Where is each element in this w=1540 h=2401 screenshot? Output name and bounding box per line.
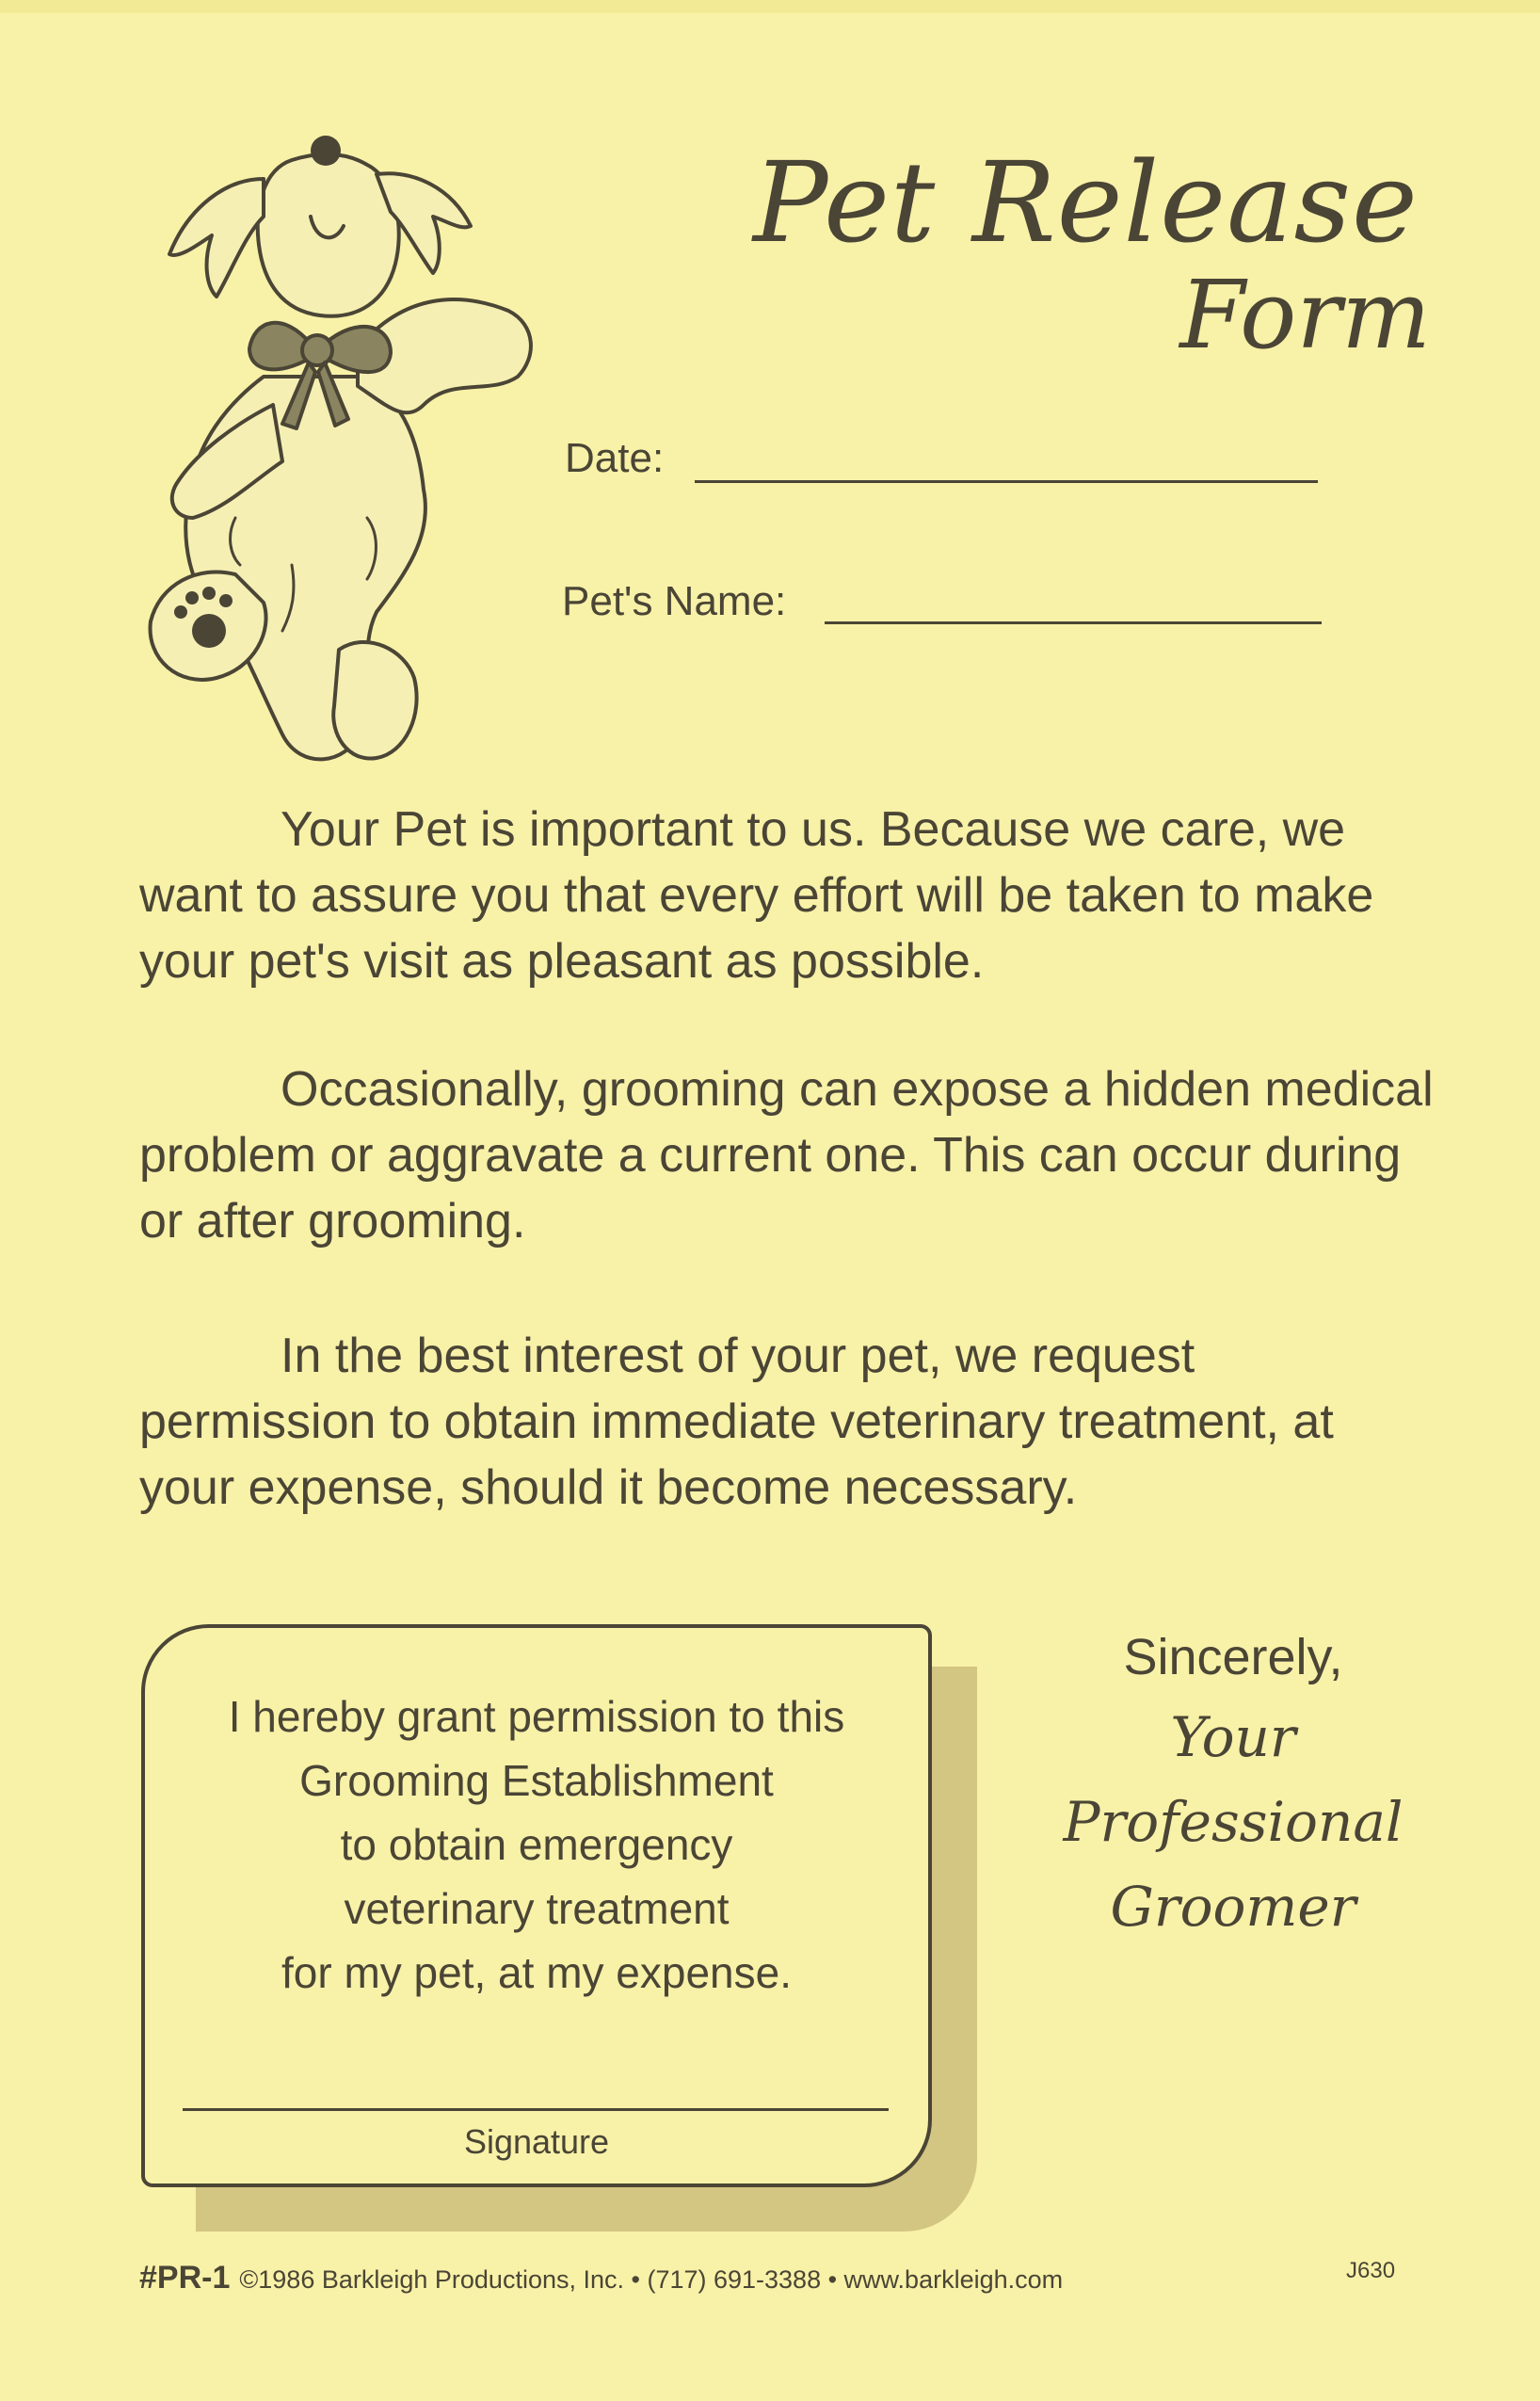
footer-copyright: ©1986 Barkleigh Productions, Inc. • (717) 691-3388 • www.barkleigh.com [239,2265,1064,2294]
form-code: #PR-1 [139,2260,231,2296]
pet-name-label: Pet's Name: [562,578,787,624]
permission-line: veterinary treatment [344,1884,730,1933]
permission-box [141,1624,932,2187]
date-line[interactable] [695,480,1318,483]
paragraph-3-text: In the best interest of your pet, we request permission to obtain immediate veterinary treatment, at your expense, should it become necessary. [139,1329,1334,1515]
title-line-2: Form [1179,260,1431,370]
paragraph-2 [139,1056,1438,1254]
pet-name-line[interactable] [825,621,1322,624]
closing [988,1619,1478,1949]
date-label: Date: [565,435,665,481]
paragraph-3 [139,1323,1438,1521]
permission-line: Grooming Establishment [299,1756,774,1805]
permission-text [145,1684,928,2005]
signoff-line: Professional [1063,1790,1404,1854]
paper-edge [0,0,1540,13]
paragraph-1-text: Your Pet is important to us. Because we care, we want to assure you that every effort will be taken to make your pet's visit as pleasant as possible. [139,802,1374,989]
signature-line[interactable] [183,2108,889,2111]
permission-line: for my pet, at my expense. [281,1948,792,1997]
title-line-1: Pet Release [753,137,1419,267]
paragraph-2-text: Occasionally, grooming can expose a hidden medical problem or aggravate a current one. This can occur during or after grooming. [139,1062,1434,1249]
dancing-dog-illustration [122,122,574,772]
permission-line: I hereby grant permission to this [228,1692,845,1741]
paragraph-1 [139,797,1438,994]
form-title [753,137,1468,370]
footer [139,2260,1063,2296]
closing-word: Sincerely, [1123,1629,1343,1685]
signoff-line: Your [1170,1705,1296,1769]
job-number: J630 [1346,2258,1396,2283]
signoff-line: Groomer [1110,1875,1356,1939]
permission-line: to obtain emergency [340,1820,733,1869]
signature-label: Signature [463,2122,610,2161]
